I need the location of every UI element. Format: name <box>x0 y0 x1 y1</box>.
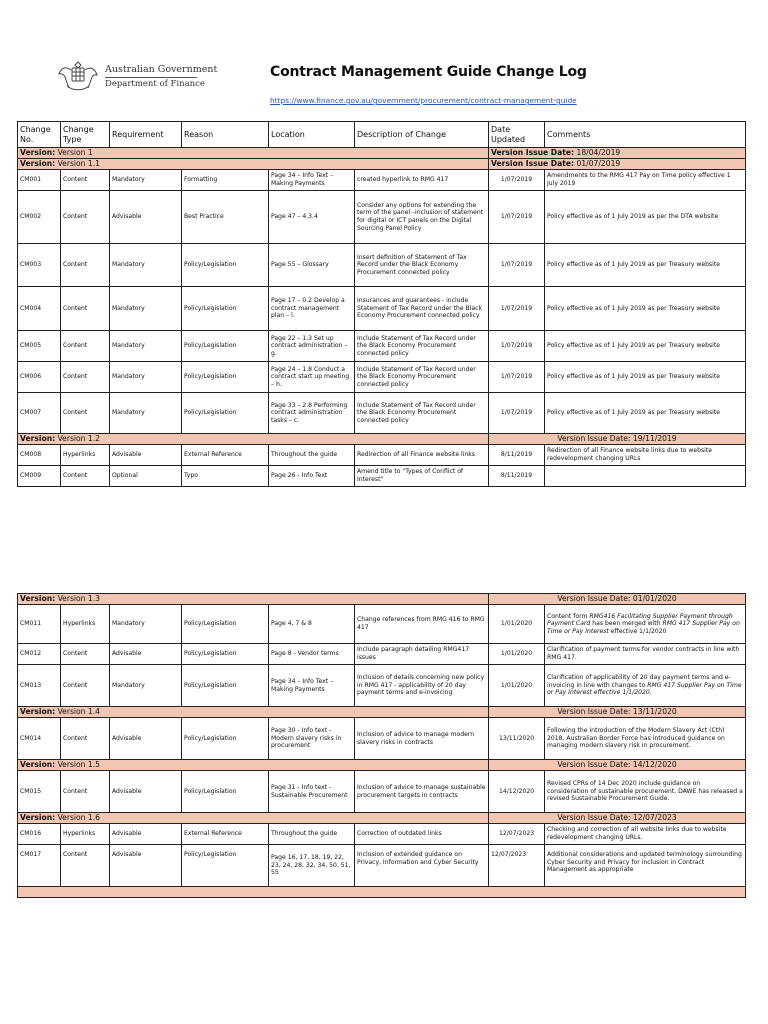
table-row <box>18 445 746 466</box>
table-row <box>18 244 746 287</box>
change-no: CM006 <box>18 362 61 393</box>
blank-row <box>18 887 746 898</box>
requirement: Advisable <box>110 718 182 760</box>
version-label: Version: Version 1.3 <box>18 594 489 605</box>
requirement: Mandatory <box>110 665 182 707</box>
table-row <box>18 665 746 707</box>
table-row <box>18 605 746 644</box>
description: Amend title to "Types of Conflict of Interest" <box>355 466 489 487</box>
blank-cell <box>18 887 746 898</box>
description: Include Statement of Tax Record under the Black Economy Procurement connected policy <box>355 362 489 393</box>
header-row <box>18 122 746 148</box>
date-updated: 12/07/2023 <box>489 824 545 845</box>
version-issue-date: Version Issue Date: 19/11/2019 <box>489 434 746 445</box>
version-issue-date: Version Issue Date: 01/07/2019 <box>489 159 746 170</box>
change-no: CM014 <box>18 718 61 760</box>
comments: Policy effective as of 1 July 2019 as per Treasury website <box>545 287 746 331</box>
table-row <box>18 170 746 191</box>
reason: Policy/Legislation <box>182 644 269 665</box>
requirement: Advisable <box>110 191 182 244</box>
date-updated: 1/07/2019 <box>489 244 545 287</box>
location: Page 31 - Info text - Sustainable Procurement <box>269 771 355 813</box>
change-no: CM011 <box>18 605 61 644</box>
date-updated: 13/11/2020 <box>489 718 545 760</box>
change-type: Content <box>61 466 110 487</box>
comments: Clarification of payment terms for vendor contracts in line with RMG 417. <box>545 644 746 665</box>
location: Page 47 – 4.3.4 <box>269 191 355 244</box>
change-type: Content <box>61 244 110 287</box>
logo-divider <box>105 77 197 78</box>
date-updated: 1/07/2019 <box>489 191 545 244</box>
location: Page 33 – 2.8 Performing contract administration tasks – c. <box>269 393 355 434</box>
reason: Policy/Legislation <box>182 393 269 434</box>
change-type: Content <box>61 393 110 434</box>
comments: Revised CPRs of 14 Dec 2020 include guidance on consideration of sustainable procurement. DAWE has released a revised Sustainable Procurement Guide. <box>545 771 746 813</box>
description: Correction of outdated links <box>355 824 489 845</box>
location: Page 34 – Info Text – Making Payments <box>269 170 355 191</box>
header-location: Location <box>269 122 355 148</box>
change-type: Content <box>61 665 110 707</box>
version-issue-date: Version Issue Date: 13/11/2020 <box>489 707 746 718</box>
reason: Policy/Legislation <box>182 771 269 813</box>
table-row <box>18 287 746 331</box>
version-row <box>18 434 746 445</box>
description: Insert definition of Statement of Tax Record under the Black Economy Procurement connected policy <box>355 244 489 287</box>
header-change-no: Change No. <box>18 122 61 148</box>
change-type: Hyperlinks <box>61 605 110 644</box>
reason: Policy/Legislation <box>182 718 269 760</box>
change-no: CM009 <box>18 466 61 487</box>
description: Change references from RMG 416 to RMG 417 <box>355 605 489 644</box>
reason: Policy/Legislation <box>182 605 269 644</box>
date-updated: 1/07/2019 <box>489 287 545 331</box>
description: Insurances and guarantees - include Statement of Tax Record under the Black Economy Procurement connected policy <box>355 287 489 331</box>
header-change-type: Change Type <box>61 122 110 148</box>
comments: Additional considerations and updated terminology surrounding Cyber Security and Privacy for inclusion in Contract Management as appropriate <box>545 845 746 887</box>
header-description: Description of Change <box>355 122 489 148</box>
location: Throughout the guide <box>269 824 355 845</box>
requirement: Advisable <box>110 644 182 665</box>
requirement: Optional <box>110 466 182 487</box>
location: Page 55 – Glossary <box>269 244 355 287</box>
change-no: CM001 <box>18 170 61 191</box>
change-no: CM004 <box>18 287 61 331</box>
version-label: Version: Version 1.6 <box>18 813 489 824</box>
change-no: CM012 <box>18 644 61 665</box>
table-row <box>18 771 746 813</box>
reason: Best Practice <box>182 191 269 244</box>
change-no: CM007 <box>18 393 61 434</box>
date-updated: 1/07/2019 <box>489 170 545 191</box>
table-row <box>18 824 746 845</box>
change-type: Content <box>61 845 110 887</box>
change-no: CM016 <box>18 824 61 845</box>
version-issue-date: Version Issue Date: 18/04/2019 <box>489 148 746 159</box>
date-updated: 1/01/2020 <box>489 605 545 644</box>
change-type: Content <box>61 644 110 665</box>
requirement: Advisable <box>110 771 182 813</box>
reason: Policy/Legislation <box>182 244 269 287</box>
comments: Policy effective as of 1 July 2019 as per Treasury website <box>545 331 746 362</box>
change-log-table-1 <box>17 121 746 487</box>
coat-of-arms-icon <box>55 58 101 94</box>
location: Page 30 - Info text - Modern slavery risks in procurement <box>269 718 355 760</box>
change-no: CM017 <box>18 845 61 887</box>
version-row <box>18 813 746 824</box>
guide-link[interactable]: https://www.finance.gov.au/government/procurement/contract-management-guide <box>270 96 577 105</box>
comments: Content form RMG416 Facilitating Supplier Payment through Payment Card has been merged with RMG 417 Supplier Pay on Time or Pay Interest effective 1/1/2020 <box>545 605 746 644</box>
version-label: Version: Version 1.2 <box>18 434 489 445</box>
change-no: CM003 <box>18 244 61 287</box>
requirement: Mandatory <box>110 287 182 331</box>
location: Page 17 – 0.2 Develop a contract management plan – l. <box>269 287 355 331</box>
change-no: CM008 <box>18 445 61 466</box>
version-row <box>18 159 746 170</box>
change-type: Content <box>61 287 110 331</box>
location: Page 16, 17, 18, 19, 22, 23, 24, 28, 32, 34, 50, 51, 55 <box>269 845 355 887</box>
change-no: CM013 <box>18 665 61 707</box>
table-row <box>18 362 746 393</box>
date-updated: 14/12/2020 <box>489 771 545 813</box>
location: Page 8 - Vendor terms <box>269 644 355 665</box>
comments: Policy effective as of 1 July 2019 as per the DTA website <box>545 191 746 244</box>
description: Redirection of all Finance website links <box>355 445 489 466</box>
requirement: Mandatory <box>110 244 182 287</box>
description: Inclusion of advice to manage sustainable procurement targets in contracts <box>355 771 489 813</box>
table-row <box>18 393 746 434</box>
date-updated: 1/01/2020 <box>489 644 545 665</box>
government-name: Australian Government <box>105 64 218 75</box>
change-type: Hyperlinks <box>61 445 110 466</box>
requirement: Mandatory <box>110 362 182 393</box>
description: Include Statement of Tax Record under the Black Economy Procurement connected policy <box>355 393 489 434</box>
requirement: Mandatory <box>110 393 182 434</box>
reason: External Reference <box>182 824 269 845</box>
location: Page 34 – Info Text – Making Payments <box>269 665 355 707</box>
requirement: Mandatory <box>110 170 182 191</box>
version-issue-date: Version Issue Date: 14/12/2020 <box>489 760 746 771</box>
date-updated: 1/07/2019 <box>489 393 545 434</box>
reason: Policy/Legislation <box>182 665 269 707</box>
reason: Policy/Legislation <box>182 845 269 887</box>
comments: Redirection of all Finance website links due to website redevelopment changing URLs <box>545 445 746 466</box>
location: Throughout the guide <box>269 445 355 466</box>
version-row <box>18 760 746 771</box>
version-row <box>18 707 746 718</box>
header-date-updated: Date Updated <box>489 122 545 148</box>
description: Include paragraph detailing RMG417 issues <box>355 644 489 665</box>
table-row <box>18 331 746 362</box>
location: Page 24 – 1.8 Conduct a contract start up meeting – h. <box>269 362 355 393</box>
change-type: Content <box>61 170 110 191</box>
comments: Clarification of applicability of 20 day payment terms and e-invoicing in line with changes to RMG 417 Supplier Pay on Time or Pay Interest effective 1/1/2020. <box>545 665 746 707</box>
department-name: Department of Finance <box>105 79 205 89</box>
table-row <box>18 466 746 487</box>
table-row <box>18 845 746 887</box>
page-title: Contract Management Guide Change Log <box>270 64 587 80</box>
version-label: Version: Version 1.5 <box>18 760 489 771</box>
comments: Checking and correction of all website links due to website redevelopment changing URLs. <box>545 824 746 845</box>
reason: Formatting <box>182 170 269 191</box>
change-type: Content <box>61 362 110 393</box>
comments <box>545 466 746 487</box>
description: Include Statement of Tax Record under the Black Economy Procurement connected policy <box>355 331 489 362</box>
description: Consider any options for extending the term of the panel –inclusion of statement for digital or ICT panels on the Digital Sourcing Panel Policy <box>355 191 489 244</box>
description: created hyperlink to RMG 417 <box>355 170 489 191</box>
change-no: CM015 <box>18 771 61 813</box>
reason: Policy/Legislation <box>182 331 269 362</box>
change-no: CM005 <box>18 331 61 362</box>
requirement: Advisable <box>110 845 182 887</box>
table-row <box>18 718 746 760</box>
date-updated: 8/11/2019 <box>489 466 545 487</box>
comments: Policy effective as of 1 July 2019 as per Treasury website <box>545 393 746 434</box>
requirement: Advisable <box>110 824 182 845</box>
version-row <box>18 594 746 605</box>
location: Page 22 – 1.3 Set up contract administration – g. <box>269 331 355 362</box>
reason: Policy/Legislation <box>182 362 269 393</box>
change-type: Content <box>61 771 110 813</box>
change-type: Content <box>61 331 110 362</box>
reason: External Reference <box>182 445 269 466</box>
version-label: Version: Version 1.4 <box>18 707 489 718</box>
requirement: Advisable <box>110 445 182 466</box>
date-updated: 1/07/2019 <box>489 331 545 362</box>
change-type: Content <box>61 191 110 244</box>
version-label: Version: Version 1 <box>18 148 489 159</box>
header-comments: Comments <box>545 122 746 148</box>
comments: Policy effective as of 1 July 2019 as per Treasury website <box>545 362 746 393</box>
australian-government-logo <box>55 58 218 94</box>
description: Inclusion of advice to manage modern slavery risks in contracts <box>355 718 489 760</box>
table-row <box>18 644 746 665</box>
description: Inclusion of details concerning new policy in RMG 417 - applicability of 20 day payment terms and e-invoicing <box>355 665 489 707</box>
reason: Typo <box>182 466 269 487</box>
change-no: CM002 <box>18 191 61 244</box>
change-type: Hyperlinks <box>61 824 110 845</box>
date-updated: 1/07/2019 <box>489 362 545 393</box>
reason: Policy/Legislation <box>182 287 269 331</box>
date-updated: 8/11/2019 <box>489 445 545 466</box>
change-log-table-2 <box>17 593 746 898</box>
table-row <box>18 191 746 244</box>
description: Inclusion of extended guidance on Privacy, Information and Cyber Security <box>355 845 489 887</box>
version-label: Version: Version 1.1 <box>18 159 489 170</box>
date-updated: 12/07/2023 <box>489 845 545 887</box>
comments: Amendments to the RMG 417 Pay on Time policy effective 1 July 2019 <box>545 170 746 191</box>
location: Page 4, 7 & 8 <box>269 605 355 644</box>
header-requirement: Requirement <box>110 122 182 148</box>
version-issue-date: Version Issue Date: 12/07/2023 <box>489 813 746 824</box>
requirement: Mandatory <box>110 331 182 362</box>
comments: Following the introduction of the Modern Slavery Act (Cth) 2018, Australian Border Force has introduced guidance on managing modern slavery risk in procurement. <box>545 718 746 760</box>
date-updated: 1/01/2020 <box>489 665 545 707</box>
requirement: Mandatory <box>110 605 182 644</box>
version-row <box>18 148 746 159</box>
comments: Policy effective as of 1 July 2019 as per Treasury website <box>545 244 746 287</box>
change-type: Content <box>61 718 110 760</box>
header-reason: Reason <box>182 122 269 148</box>
version-issue-date: Version Issue Date: 01/01/2020 <box>489 594 746 605</box>
location: Page 26 - Info Text <box>269 466 355 487</box>
